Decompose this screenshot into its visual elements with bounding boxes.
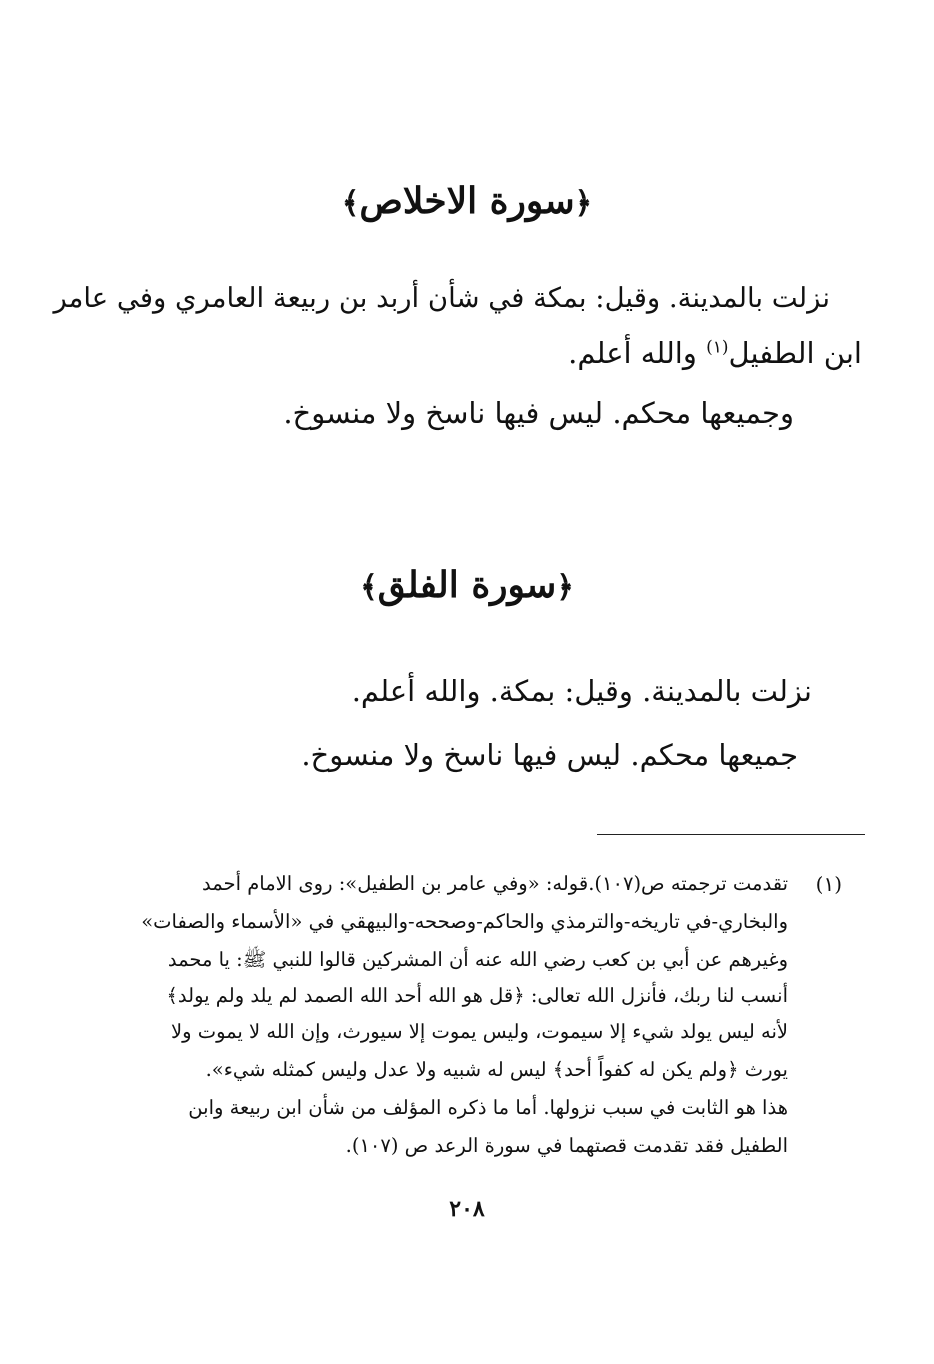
- ornament-open: ﴿: [556, 570, 574, 605]
- surah-ikhlas-title: سورة الاخلاص: [359, 180, 575, 222]
- surah-falaq-heading: [0, 564, 934, 606]
- ikhlas-line-2-text: ابن الطفيل: [728, 336, 862, 370]
- footnote-line-3: وغيرهم عن أبي بن كعب رضي الله عنه أن المشركين قالوا للنبي ﷺ: يا محمد: [167, 948, 788, 971]
- ikhlas-line-2: [568, 336, 862, 370]
- footnote-line-8: الطفيل فقد تقدمت قصتهما في سورة الرعد ص (١٠٧).: [345, 1134, 788, 1157]
- surah-ikhlas-heading: [0, 180, 934, 222]
- ikhlas-line-3: وجميعها محكم. ليس فيها ناسخ ولا منسوخ.: [283, 396, 794, 430]
- falaq-line-1: نزلت بالمدينة. وقيل: بمكة. والله أعلم.: [351, 674, 812, 708]
- footnote-ref: (١): [706, 337, 729, 358]
- ornament-close: ﴾: [341, 186, 360, 221]
- footnote-line-5: لأنه ليس يولد شيء إلا سيموت، وليس يموت إلا سيورث، وإن الله لا يموت ولا: [170, 1020, 788, 1043]
- footnote-number: (١): [815, 872, 842, 896]
- ornament-close: ﴾: [360, 570, 378, 605]
- ikhlas-line-2-end: والله أعلم.: [568, 336, 707, 370]
- falaq-line-2: جميعها محكم. ليس فيها ناسخ ولا منسوخ.: [301, 738, 798, 772]
- footnote-line-4: أنسب لنا ربك، فأنزل الله تعالى: ﴿قل هو الله أحد الله الصمد لم يلد ولم يولد﴾: [166, 984, 788, 1007]
- footnote-line-6: يورث ﴿ولم يكن له كفواً أحد﴾ ليس له شبيه ولا عدل وليس كمثله شيء».: [205, 1058, 788, 1081]
- ikhlas-line-1: نزلت بالمدينة. وقيل: بمكة في شأن أربد بن ربيعة العامري وفي عامر: [53, 282, 830, 314]
- footnote-rule: [597, 834, 865, 835]
- page-number: ٢٠٨: [449, 1196, 485, 1222]
- footnote-line-1: تقدمت ترجمته ص(١٠٧).قوله: «وفي عامر بن الطفيل»: روى الامام أحمد: [202, 872, 788, 895]
- surah-falaq-title: سورة الفلق: [377, 564, 557, 606]
- ornament-open: ﴿: [574, 186, 593, 221]
- footnote-line-7: هذا هو الثابت في سبب نزولها. أما ما ذكره المؤلف من شأن ابن ربيعة وابن: [188, 1096, 788, 1119]
- footnote-line-2: والبخاري-في تاريخه-والترمذي والحاكم-وصححه-والبيهقي في «الأسماء والصفات»: [141, 910, 788, 933]
